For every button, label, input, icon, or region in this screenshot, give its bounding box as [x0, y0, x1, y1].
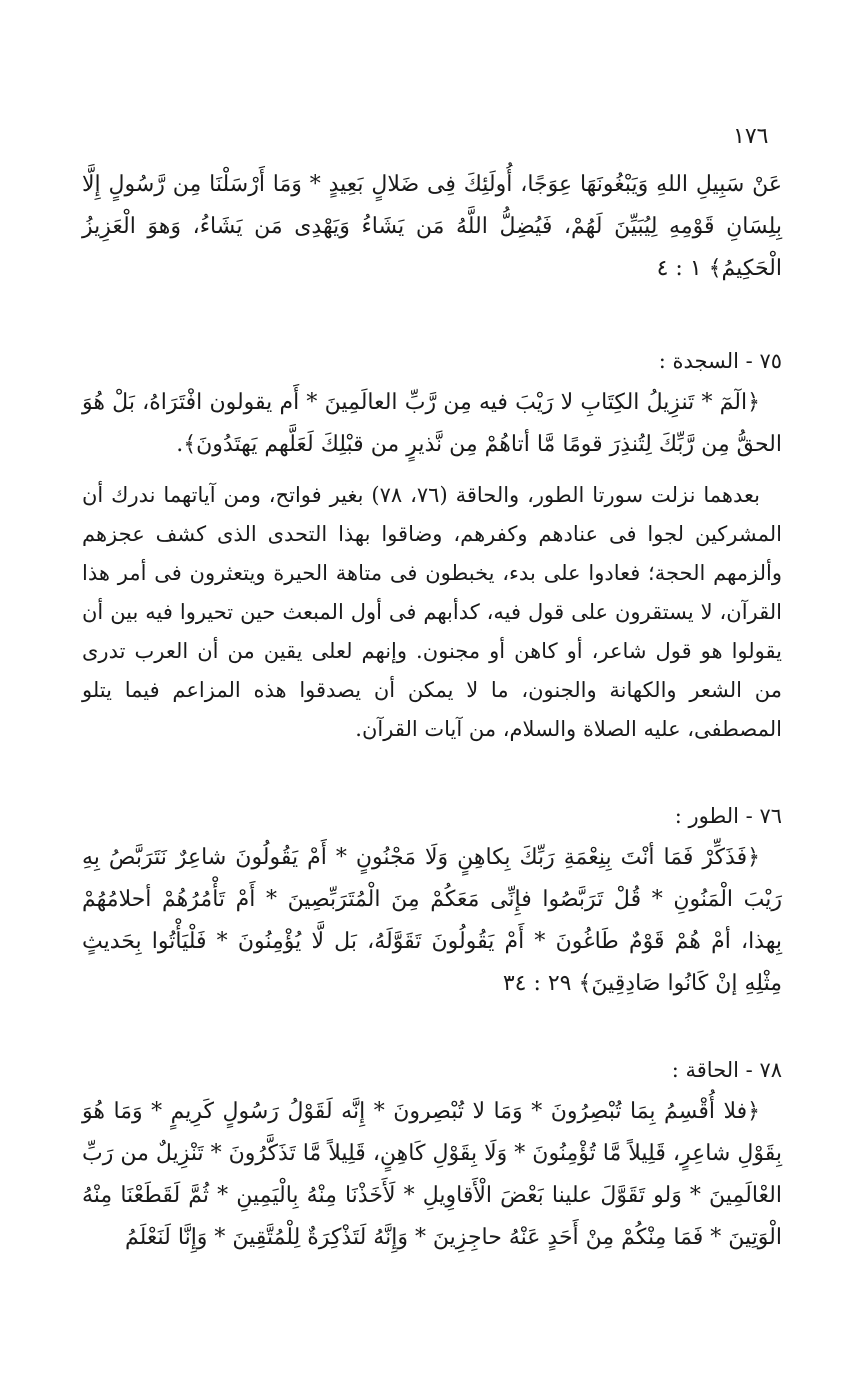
quran-quote-ibrahim: عَنْ سَبِيلِ اللهِ وَيَبْغُونَهَا عِوَجًا، أُولَئِكَ فِى ضَلالٍ بَعِيدٍ * وَمَا أَرْسَلْنَا مِن رَّسُولٍ إِلَّا بِلِسَانِ قَوْمِهِ لِيُبَيِّنَ لَهُمْ، فَيُضِلُّ اللَّهُ مَن يَشَاءُ وَيَهْدِى مَن يَشَاءُ، وَهوَ الْعَزِيزُ الْحَكِيمُ﴾ ١ : ٤	[82, 172, 782, 281]
quran-quote-tur: ﴿فَذَكِّرْ فَمَا أنْتَ بِنِعْمَةِ رَبِّكَ بِكاهِنٍ وَلَا مَجْنُونٍ * أَمْ يَقُولُونَ شاعِرٌ نَتَرَبَّصُ بِهِ رَيْبَ الْمَنُونِ * قُلْ تَرَبَّصُوا فإِنِّى مَعَكُمْ مِنَ الْمُتَرَبِّصِينَ * أَمْ تَأْمُرُهُمْ أحلامُهُمْ بِهذا، أمْ هُمْ قَوْمٌ طَاغُونَ * أَمْ يَقُولُونَ تَقَوَّلَهُ، بَل لَّا يُؤْمِنُونَ * فَلْيَأْتُوا بِحَديثٍ مِثْلِهِ إنْ كَانُوا صَادِقِينَ﴾ ٢٩ : ٣٤	[82, 845, 782, 996]
quran-quote-sajda: ﴿الٓمٓ * تَنزِيلُ الكِتَابِ لا رَيْبَ فيه مِن رَّبِّ العالَمِينَ * أَم يقولون افْتَرَاهُ، بَلْ هُوَ الحقُّ مِن رَّبِّكَ لِتُنذِرَ قومًا مَّا أتاهُمْ مِن نَّذيرٍ من قبْلِكَ لَعَلَّهم يَهتَدُونَ﴾.	[82, 390, 782, 457]
section-heading-haqqa: ٧٨ - الحاقة :	[671, 1058, 782, 1082]
quran-quote-haqqa: ﴿فلا أُقْسِمُ بِمَا تُبْصِرُونَ * وَمَا لا تُبْصِرونَ * إِنَّه لَقَوْلُ رَسُولٍ كَرِيمٍ * وَمَا هُوَ بِقَوْلِ شاعِرٍ، قَلِيلاً مَّا تُؤْمِنُونَ * وَلَا بِقَوْلِ كَاهِنٍ، قَلِيلاً مَّا تَذَكَّرُونَ * تَنْزِيلٌ من رَبِّ العْالَمِينَ * وَلو تَقَوَّلَ علينا بَعْضَ الْأَقاوِيلِ * لَأَخَذْنَا مِنْهُ بِالْيَمِينِ * ثُمَّ لَقَطَعْنَا مِنْهُ الْوَتِينَ * فَمَا مِنْكُمْ مِنْ أَحَدٍ عَنْهُ حاجِزِينَ * وَإِنَّهُ لَتَذْكِرَةٌ لِلْمُتَّقِينَ * وَإِنَّا لَنَعْلَمُ	[82, 1099, 782, 1250]
commentary-paragraph: بعدهما نزلت سورتا الطور، والحاقة (٧٦، ٧٨) بغير فواتح، ومن آياتهما ندرك أن المشركين لجوا فى عنادهم وكفرهم، وضاقوا بهذا التحدى الذى كشف عجزهم وألزمهم الحجة؛ فعادوا على بدء، يخبطون فى متاهة الحيرة ويتعثرون فى أمر هذا القرآن، لا يستقرون على قول فيه، كدأبهم فى أول المبعث حين تحيروا فيه بين أن يقولوا هو قول شاعر، أو كاهن أو مجنون. وإنهم لعلى يقين من أن العرب تدرى من الشعر والكهانة والجنون، ما لا يمكن أن يصدقوا هذه المزاعم فيما يتلو المصطفى، عليه الصلاة والسلام، من آيات القرآن.	[82, 483, 782, 741]
page-body	[82, 120, 782, 1259]
section-heading-tur: ٧٦ - الطور :	[674, 804, 782, 828]
section-heading-sajda: ٧٥ - السجدة :	[658, 349, 782, 373]
page-number: ١٧٦	[733, 124, 769, 149]
